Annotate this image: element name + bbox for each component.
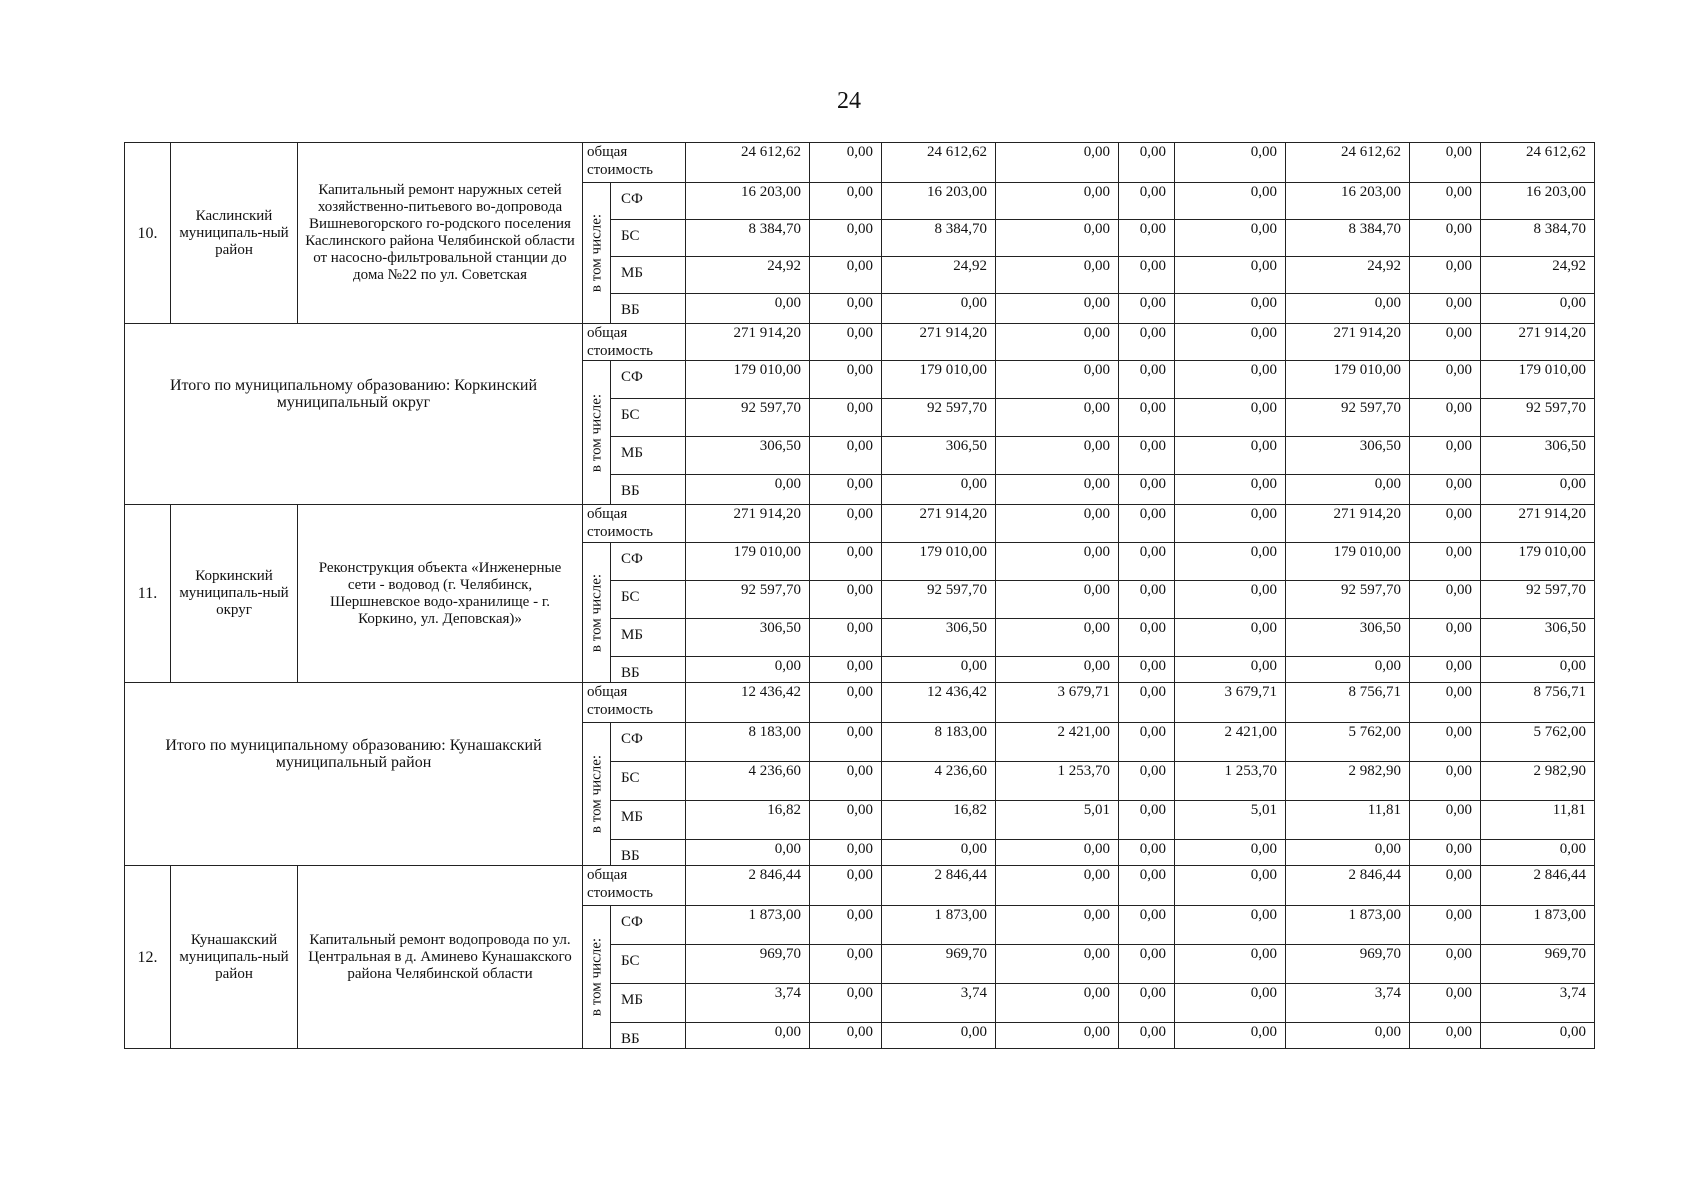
value-cell: 5 762,00 bbox=[1286, 723, 1410, 762]
value-cell: 0,00 bbox=[1119, 619, 1175, 657]
funding-source: СФ bbox=[611, 723, 686, 762]
value-cell: 0,00 bbox=[1119, 220, 1175, 257]
value-cell: 0,00 bbox=[882, 657, 996, 683]
value-cell: 1 873,00 bbox=[1286, 906, 1410, 945]
total-cost-label: общая стоимость bbox=[583, 683, 686, 723]
including-text: в том числе: bbox=[588, 393, 604, 472]
value-cell: 0,00 bbox=[1410, 437, 1481, 475]
value-cell: 0,00 bbox=[686, 657, 810, 683]
value-cell: 0,00 bbox=[996, 945, 1119, 984]
value-cell: 0,00 bbox=[1175, 543, 1286, 581]
funding-source: ВБ bbox=[611, 294, 686, 324]
table-row bbox=[125, 505, 1595, 543]
budget-table bbox=[124, 142, 1595, 1049]
value-cell: 0,00 bbox=[810, 723, 882, 762]
value-cell: 179 010,00 bbox=[1481, 543, 1595, 581]
value-cell: 0,00 bbox=[996, 505, 1119, 543]
funding-source: ВБ bbox=[611, 1023, 686, 1049]
value-cell: 0,00 bbox=[1410, 723, 1481, 762]
value-cell: 0,00 bbox=[1175, 866, 1286, 906]
value-cell: 8 384,70 bbox=[1481, 220, 1595, 257]
value-cell: 3 679,71 bbox=[996, 683, 1119, 723]
value-cell: 2 846,44 bbox=[1286, 866, 1410, 906]
value-cell: 0,00 bbox=[810, 683, 882, 723]
value-cell: 0,00 bbox=[1119, 801, 1175, 840]
value-cell: 0,00 bbox=[1410, 257, 1481, 294]
funding-source: ВБ bbox=[611, 475, 686, 505]
value-cell: 0,00 bbox=[1410, 657, 1481, 683]
value-cell: 0,00 bbox=[1410, 945, 1481, 984]
value-cell: 271 914,20 bbox=[686, 505, 810, 543]
value-cell: 179 010,00 bbox=[882, 543, 996, 581]
municipality-name: Каслинский муниципаль-ный район bbox=[171, 143, 298, 324]
table-row bbox=[125, 683, 1595, 723]
value-cell: 179 010,00 bbox=[686, 361, 810, 399]
table-row bbox=[125, 324, 1595, 361]
value-cell: 8 183,00 bbox=[882, 723, 996, 762]
funding-source: МБ bbox=[611, 619, 686, 657]
value-cell: 0,00 bbox=[1119, 762, 1175, 801]
value-cell: 0,00 bbox=[1119, 581, 1175, 619]
total-label: Итого по муниципальному образованию: Кунашакский муниципальный район bbox=[125, 683, 583, 866]
value-cell: 306,50 bbox=[1481, 619, 1595, 657]
including-text: в том числе: bbox=[588, 213, 604, 293]
value-cell: 24 612,62 bbox=[882, 143, 996, 183]
value-cell: 2 982,90 bbox=[1481, 762, 1595, 801]
value-cell: 0,00 bbox=[996, 984, 1119, 1023]
value-cell: 0,00 bbox=[1119, 683, 1175, 723]
value-cell: 0,00 bbox=[810, 657, 882, 683]
value-cell: 8 756,71 bbox=[1481, 683, 1595, 723]
total-cost-label: общая стоимость bbox=[583, 505, 686, 543]
value-cell: 0,00 bbox=[1410, 399, 1481, 437]
including-text: в том числе: bbox=[588, 754, 604, 834]
value-cell: 0,00 bbox=[1175, 475, 1286, 505]
value-cell: 92 597,70 bbox=[686, 399, 810, 437]
value-cell: 0,00 bbox=[1175, 324, 1286, 361]
value-cell: 8 384,70 bbox=[1286, 220, 1410, 257]
funding-source: СФ bbox=[611, 183, 686, 220]
value-cell: 24,92 bbox=[686, 257, 810, 294]
table-row bbox=[125, 866, 1595, 906]
including-text: в том числе: bbox=[588, 573, 604, 652]
value-cell: 0,00 bbox=[1410, 581, 1481, 619]
value-cell: 0,00 bbox=[1410, 1023, 1481, 1049]
including-label bbox=[583, 543, 611, 683]
value-cell: 2 421,00 bbox=[996, 723, 1119, 762]
value-cell: 0,00 bbox=[1410, 324, 1481, 361]
value-cell: 306,50 bbox=[1481, 437, 1595, 475]
value-cell: 2 421,00 bbox=[1175, 723, 1286, 762]
value-cell: 0,00 bbox=[1286, 657, 1410, 683]
value-cell: 12 436,42 bbox=[882, 683, 996, 723]
value-cell: 1 253,70 bbox=[996, 762, 1119, 801]
value-cell: 0,00 bbox=[686, 840, 810, 866]
value-cell: 0,00 bbox=[1175, 294, 1286, 324]
funding-source: БС bbox=[611, 399, 686, 437]
value-cell: 0,00 bbox=[1119, 906, 1175, 945]
value-cell: 24,92 bbox=[1286, 257, 1410, 294]
including-label bbox=[583, 183, 611, 324]
object-description: Реконструкция объекта «Инженерные сети - водовод (г. Челябинск, Шершневское водо-хранилище - г. Коркино, ул. Деповская)» bbox=[298, 505, 583, 683]
including-label bbox=[583, 361, 611, 505]
value-cell: 16 203,00 bbox=[1286, 183, 1410, 220]
value-cell: 0,00 bbox=[1119, 866, 1175, 906]
value-cell: 306,50 bbox=[1286, 619, 1410, 657]
value-cell: 0,00 bbox=[810, 581, 882, 619]
funding-source: СФ bbox=[611, 543, 686, 581]
value-cell: 969,70 bbox=[1286, 945, 1410, 984]
value-cell: 3,74 bbox=[1286, 984, 1410, 1023]
value-cell: 3,74 bbox=[686, 984, 810, 1023]
value-cell: 0,00 bbox=[810, 183, 882, 220]
funding-source: СФ bbox=[611, 906, 686, 945]
value-cell: 92 597,70 bbox=[1481, 581, 1595, 619]
object-description: Капитальный ремонт наружных сетей хозяйственно-питьевого во-допровода Вишневогорского го-родского поселения Каслинского района Челябинской области от насосно-фильтровальной станции до дома №22 по ул. Советская bbox=[298, 143, 583, 324]
value-cell: 1 873,00 bbox=[882, 906, 996, 945]
value-cell: 92 597,70 bbox=[1286, 399, 1410, 437]
value-cell: 0,00 bbox=[882, 475, 996, 505]
value-cell: 0,00 bbox=[1410, 294, 1481, 324]
value-cell: 0,00 bbox=[810, 143, 882, 183]
value-cell: 271 914,20 bbox=[1481, 324, 1595, 361]
value-cell: 0,00 bbox=[996, 361, 1119, 399]
funding-source: ВБ bbox=[611, 840, 686, 866]
value-cell: 11,81 bbox=[1286, 801, 1410, 840]
value-cell: 0,00 bbox=[1410, 840, 1481, 866]
value-cell: 0,00 bbox=[996, 475, 1119, 505]
value-cell: 271 914,20 bbox=[882, 324, 996, 361]
value-cell: 0,00 bbox=[882, 840, 996, 866]
value-cell: 0,00 bbox=[810, 984, 882, 1023]
including-text: в том числе: bbox=[588, 937, 604, 1017]
value-cell: 0,00 bbox=[1286, 475, 1410, 505]
municipality-name: Кунашакский муниципаль-ный район bbox=[171, 866, 298, 1049]
value-cell: 0,00 bbox=[1175, 840, 1286, 866]
value-cell: 306,50 bbox=[882, 437, 996, 475]
value-cell: 0,00 bbox=[996, 324, 1119, 361]
value-cell: 0,00 bbox=[1481, 657, 1595, 683]
value-cell: 16 203,00 bbox=[686, 183, 810, 220]
value-cell: 1 253,70 bbox=[1175, 762, 1286, 801]
value-cell: 0,00 bbox=[1410, 906, 1481, 945]
value-cell: 0,00 bbox=[1119, 945, 1175, 984]
value-cell: 0,00 bbox=[996, 581, 1119, 619]
value-cell: 0,00 bbox=[1410, 505, 1481, 543]
value-cell: 0,00 bbox=[1410, 619, 1481, 657]
object-description: Капитальный ремонт водопровода по ул. Центральная в д. Аминево Кунашакского района Челябинской области bbox=[298, 866, 583, 1049]
value-cell: 3,74 bbox=[882, 984, 996, 1023]
value-cell: 0,00 bbox=[810, 906, 882, 945]
value-cell: 969,70 bbox=[1481, 945, 1595, 984]
value-cell: 92 597,70 bbox=[882, 581, 996, 619]
value-cell: 0,00 bbox=[996, 543, 1119, 581]
value-cell: 16 203,00 bbox=[1481, 183, 1595, 220]
value-cell: 306,50 bbox=[882, 619, 996, 657]
value-cell: 0,00 bbox=[1175, 945, 1286, 984]
value-cell: 0,00 bbox=[1481, 1023, 1595, 1049]
value-cell: 0,00 bbox=[810, 945, 882, 984]
value-cell: 0,00 bbox=[810, 801, 882, 840]
value-cell: 0,00 bbox=[996, 437, 1119, 475]
value-cell: 0,00 bbox=[810, 220, 882, 257]
funding-source: БС bbox=[611, 581, 686, 619]
value-cell: 0,00 bbox=[1175, 581, 1286, 619]
value-cell: 0,00 bbox=[810, 762, 882, 801]
value-cell: 271 914,20 bbox=[882, 505, 996, 543]
table-row bbox=[125, 143, 1595, 183]
value-cell: 0,00 bbox=[810, 294, 882, 324]
value-cell: 0,00 bbox=[882, 1023, 996, 1049]
item-number: 10. bbox=[125, 143, 171, 324]
value-cell: 8 183,00 bbox=[686, 723, 810, 762]
value-cell: 92 597,70 bbox=[882, 399, 996, 437]
value-cell: 8 756,71 bbox=[1286, 683, 1410, 723]
value-cell: 0,00 bbox=[1175, 143, 1286, 183]
value-cell: 5,01 bbox=[1175, 801, 1286, 840]
value-cell: 179 010,00 bbox=[1286, 361, 1410, 399]
value-cell: 0,00 bbox=[1175, 505, 1286, 543]
item-number: 12. bbox=[125, 866, 171, 1049]
value-cell: 0,00 bbox=[1286, 294, 1410, 324]
value-cell: 0,00 bbox=[996, 143, 1119, 183]
value-cell: 0,00 bbox=[810, 399, 882, 437]
funding-source: МБ bbox=[611, 257, 686, 294]
value-cell: 0,00 bbox=[996, 619, 1119, 657]
value-cell: 0,00 bbox=[996, 866, 1119, 906]
value-cell: 24,92 bbox=[882, 257, 996, 294]
value-cell: 16 203,00 bbox=[882, 183, 996, 220]
value-cell: 11,81 bbox=[1481, 801, 1595, 840]
value-cell: 0,00 bbox=[1175, 361, 1286, 399]
funding-source: МБ bbox=[611, 437, 686, 475]
value-cell: 0,00 bbox=[1119, 723, 1175, 762]
funding-source: МБ bbox=[611, 984, 686, 1023]
value-cell: 24,92 bbox=[1481, 257, 1595, 294]
value-cell: 0,00 bbox=[1119, 294, 1175, 324]
value-cell: 271 914,20 bbox=[686, 324, 810, 361]
value-cell: 0,00 bbox=[1410, 801, 1481, 840]
value-cell: 0,00 bbox=[1119, 257, 1175, 294]
value-cell: 5,01 bbox=[996, 801, 1119, 840]
value-cell: 179 010,00 bbox=[1286, 543, 1410, 581]
value-cell: 24 612,62 bbox=[686, 143, 810, 183]
value-cell: 0,00 bbox=[996, 294, 1119, 324]
page-number: 24 bbox=[837, 88, 861, 114]
value-cell: 969,70 bbox=[686, 945, 810, 984]
value-cell: 0,00 bbox=[996, 657, 1119, 683]
value-cell: 0,00 bbox=[1410, 866, 1481, 906]
value-cell: 3,74 bbox=[1481, 984, 1595, 1023]
value-cell: 1 873,00 bbox=[686, 906, 810, 945]
value-cell: 0,00 bbox=[1410, 361, 1481, 399]
including-label bbox=[583, 906, 611, 1049]
value-cell: 0,00 bbox=[1410, 984, 1481, 1023]
value-cell: 0,00 bbox=[1410, 183, 1481, 220]
value-cell: 306,50 bbox=[686, 619, 810, 657]
total-label: Итого по муниципальному образованию: Коркинский муниципальный округ bbox=[125, 324, 583, 505]
value-cell: 8 384,70 bbox=[686, 220, 810, 257]
value-cell: 16,82 bbox=[686, 801, 810, 840]
value-cell: 0,00 bbox=[1286, 840, 1410, 866]
value-cell: 92 597,70 bbox=[686, 581, 810, 619]
value-cell: 2 846,44 bbox=[686, 866, 810, 906]
value-cell: 92 597,70 bbox=[1481, 399, 1595, 437]
value-cell: 0,00 bbox=[1175, 183, 1286, 220]
value-cell: 271 914,20 bbox=[1481, 505, 1595, 543]
municipality-name: Коркинский муниципаль-ный округ bbox=[171, 505, 298, 683]
value-cell: 0,00 bbox=[810, 840, 882, 866]
value-cell: 0,00 bbox=[1119, 840, 1175, 866]
value-cell: 0,00 bbox=[810, 505, 882, 543]
value-cell: 0,00 bbox=[1410, 475, 1481, 505]
value-cell: 0,00 bbox=[996, 906, 1119, 945]
value-cell: 0,00 bbox=[1119, 543, 1175, 581]
value-cell: 0,00 bbox=[1119, 143, 1175, 183]
item-number: 11. bbox=[125, 505, 171, 683]
funding-source: БС bbox=[611, 762, 686, 801]
value-cell: 3 679,71 bbox=[1175, 683, 1286, 723]
value-cell: 0,00 bbox=[1410, 543, 1481, 581]
value-cell: 0,00 bbox=[882, 294, 996, 324]
value-cell: 1 873,00 bbox=[1481, 906, 1595, 945]
value-cell: 0,00 bbox=[1175, 437, 1286, 475]
value-cell: 179 010,00 bbox=[1481, 361, 1595, 399]
value-cell: 0,00 bbox=[1119, 984, 1175, 1023]
funding-source: БС bbox=[611, 220, 686, 257]
value-cell: 969,70 bbox=[882, 945, 996, 984]
value-cell: 0,00 bbox=[1410, 762, 1481, 801]
value-cell: 24 612,62 bbox=[1481, 143, 1595, 183]
value-cell: 0,00 bbox=[1119, 324, 1175, 361]
value-cell: 0,00 bbox=[1175, 220, 1286, 257]
value-cell: 0,00 bbox=[810, 361, 882, 399]
value-cell: 8 384,70 bbox=[882, 220, 996, 257]
value-cell: 5 762,00 bbox=[1481, 723, 1595, 762]
value-cell: 0,00 bbox=[810, 257, 882, 294]
value-cell: 0,00 bbox=[1175, 399, 1286, 437]
including-label bbox=[583, 723, 611, 866]
table-body bbox=[125, 143, 1595, 1049]
total-cost-label: общая стоимость bbox=[583, 324, 686, 361]
value-cell: 0,00 bbox=[996, 220, 1119, 257]
value-cell: 2 846,44 bbox=[1481, 866, 1595, 906]
value-cell: 0,00 bbox=[1410, 220, 1481, 257]
value-cell: 4 236,60 bbox=[882, 762, 996, 801]
value-cell: 0,00 bbox=[810, 437, 882, 475]
value-cell: 0,00 bbox=[996, 399, 1119, 437]
total-cost-label: общая стоимость bbox=[583, 866, 686, 906]
total-cost-label: общая стоимость bbox=[583, 143, 686, 183]
value-cell: 0,00 bbox=[686, 1023, 810, 1049]
value-cell: 12 436,42 bbox=[686, 683, 810, 723]
value-cell: 0,00 bbox=[810, 324, 882, 361]
value-cell: 0,00 bbox=[996, 183, 1119, 220]
value-cell: 4 236,60 bbox=[686, 762, 810, 801]
value-cell: 0,00 bbox=[1119, 361, 1175, 399]
value-cell: 0,00 bbox=[1119, 505, 1175, 543]
value-cell: 0,00 bbox=[1175, 257, 1286, 294]
funding-source: ВБ bbox=[611, 657, 686, 683]
value-cell: 0,00 bbox=[996, 1023, 1119, 1049]
value-cell: 0,00 bbox=[1286, 1023, 1410, 1049]
value-cell: 0,00 bbox=[1175, 906, 1286, 945]
value-cell: 179 010,00 bbox=[882, 361, 996, 399]
value-cell: 0,00 bbox=[996, 840, 1119, 866]
value-cell: 0,00 bbox=[1175, 657, 1286, 683]
value-cell: 0,00 bbox=[810, 475, 882, 505]
value-cell: 0,00 bbox=[810, 619, 882, 657]
value-cell: 0,00 bbox=[1481, 840, 1595, 866]
value-cell: 0,00 bbox=[1119, 475, 1175, 505]
value-cell: 0,00 bbox=[1481, 294, 1595, 324]
value-cell: 0,00 bbox=[810, 543, 882, 581]
funding-source: СФ bbox=[611, 361, 686, 399]
funding-source: МБ bbox=[611, 801, 686, 840]
value-cell: 2 846,44 bbox=[882, 866, 996, 906]
value-cell: 271 914,20 bbox=[1286, 505, 1410, 543]
value-cell: 0,00 bbox=[1410, 683, 1481, 723]
value-cell: 0,00 bbox=[810, 866, 882, 906]
value-cell: 271 914,20 bbox=[1286, 324, 1410, 361]
value-cell: 0,00 bbox=[1410, 143, 1481, 183]
value-cell: 306,50 bbox=[1286, 437, 1410, 475]
value-cell: 179 010,00 bbox=[686, 543, 810, 581]
funding-source: БС bbox=[611, 945, 686, 984]
value-cell: 0,00 bbox=[1119, 1023, 1175, 1049]
value-cell: 0,00 bbox=[1175, 619, 1286, 657]
value-cell: 0,00 bbox=[1119, 183, 1175, 220]
value-cell: 0,00 bbox=[1119, 437, 1175, 475]
value-cell: 2 982,90 bbox=[1286, 762, 1410, 801]
value-cell: 0,00 bbox=[686, 294, 810, 324]
value-cell: 0,00 bbox=[1175, 984, 1286, 1023]
value-cell: 0,00 bbox=[810, 1023, 882, 1049]
value-cell: 0,00 bbox=[1119, 657, 1175, 683]
value-cell: 24 612,62 bbox=[1286, 143, 1410, 183]
value-cell: 0,00 bbox=[1175, 1023, 1286, 1049]
value-cell: 0,00 bbox=[686, 475, 810, 505]
value-cell: 92 597,70 bbox=[1286, 581, 1410, 619]
value-cell: 0,00 bbox=[1481, 475, 1595, 505]
value-cell: 0,00 bbox=[996, 257, 1119, 294]
value-cell: 306,50 bbox=[686, 437, 810, 475]
value-cell: 0,00 bbox=[1119, 399, 1175, 437]
value-cell: 16,82 bbox=[882, 801, 996, 840]
